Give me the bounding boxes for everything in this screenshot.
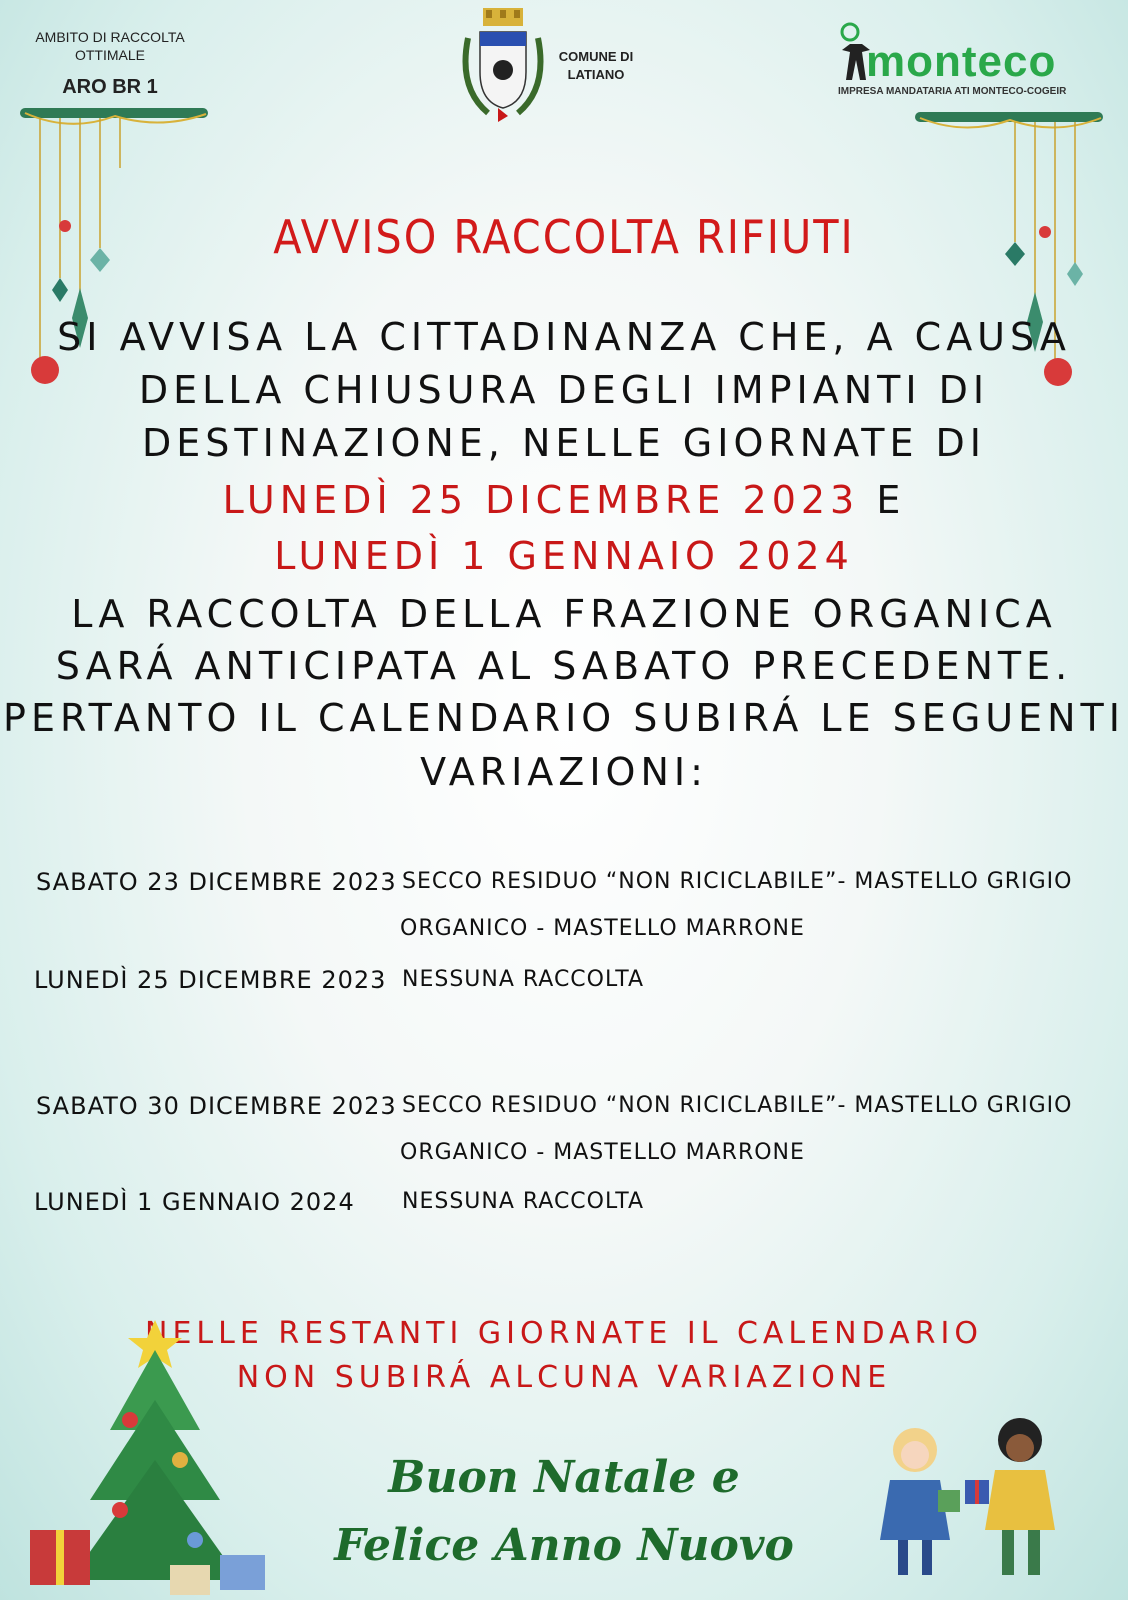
aro-line2: OTTIMALE [74, 47, 145, 63]
monteco-name: monteco [866, 37, 1057, 86]
notice-date-1: LUNEDÌ 25 DICEMBRE 2023 [222, 478, 860, 522]
comune-label [548, 48, 644, 84]
notice-line-2: DELLA CHIUSURA DEGLI IMPIANTI DI [138, 368, 990, 412]
schedule-holiday-note-2: NESSUNA RACCOLTA [402, 1189, 644, 1214]
footer-note-line-1: NELLE RESTANTI GIORNATE IL CALENDARIO [145, 1316, 983, 1351]
footer-note-line-2: NON SUBIRÁ ALCUNA VARIAZIONE [236, 1360, 892, 1395]
notice-dates-line-1 [0, 478, 1128, 522]
notice-line-4: LA RACCOLTA DELLA FRAZIONE ORGANICA [71, 592, 1057, 636]
schedule-holiday-2: LUNEDÌ 1 GENNAIO 2024 [34, 1188, 355, 1216]
notice-line-5: SARÁ ANTICIPATA AL SABATO PRECEDENTE. [55, 644, 1073, 688]
greeting-line-1: Buon Natale e [388, 1452, 740, 1503]
notice-line-1: SI AVVISA LA CITTADINANZA CHE, A CAUSA [57, 315, 1071, 359]
schedule-item-2a: SECCO RESIDUO “NON RICICLABILE”- MASTELLO GRIGIO [402, 1093, 1073, 1118]
schedule-item-1b: ORGANICO - MASTELLO MARRONE [400, 916, 805, 941]
notice-line-3: DESTINAZIONE, NELLE GIORNATE DI [141, 421, 987, 465]
notice-conjunction: E [876, 478, 906, 522]
notice-line-6: PERTANTO IL CALENDARIO SUBIRÁ LE SEGUENTI [3, 696, 1125, 740]
monteco-subtitle: IMPRESA MANDATARIA ATI MONTECO-COGEIR [838, 86, 1067, 97]
schedule-holiday-1: LUNEDÌ 25 DICEMBRE 2023 [34, 966, 387, 994]
greeting-line-2: Felice Anno Nuovo [334, 1520, 794, 1571]
aro-label [10, 28, 210, 64]
schedule-day-2: SABATO 30 DICEMBRE 2023 [36, 1092, 397, 1120]
comune-line2: LATIANO [567, 67, 625, 82]
notice-date-2: LUNEDÌ 1 GENNAIO 2024 [274, 534, 854, 578]
schedule-item-1a: SECCO RESIDUO “NON RICICLABILE”- MASTELLO GRIGIO [402, 869, 1073, 894]
page-title: AVVISO RACCOLTA RIFIUTI [273, 210, 855, 264]
comune-line1: COMUNE DI [558, 49, 634, 64]
coat-of-arms-icon [458, 8, 548, 128]
aro-code: ARO BR 1 [62, 76, 158, 98]
schedule-day-1: SABATO 23 DICEMBRE 2023 [36, 868, 397, 896]
schedule-holiday-note-1: NESSUNA RACCOLTA [402, 967, 644, 992]
schedule-item-2b: ORGANICO - MASTELLO MARRONE [400, 1140, 805, 1165]
notice-line-7: VARIAZIONI: [420, 750, 708, 794]
children-exchanging-gifts-icon [870, 1410, 1090, 1590]
aro-line1: AMBITO DI RACCOLTA [35, 29, 185, 45]
